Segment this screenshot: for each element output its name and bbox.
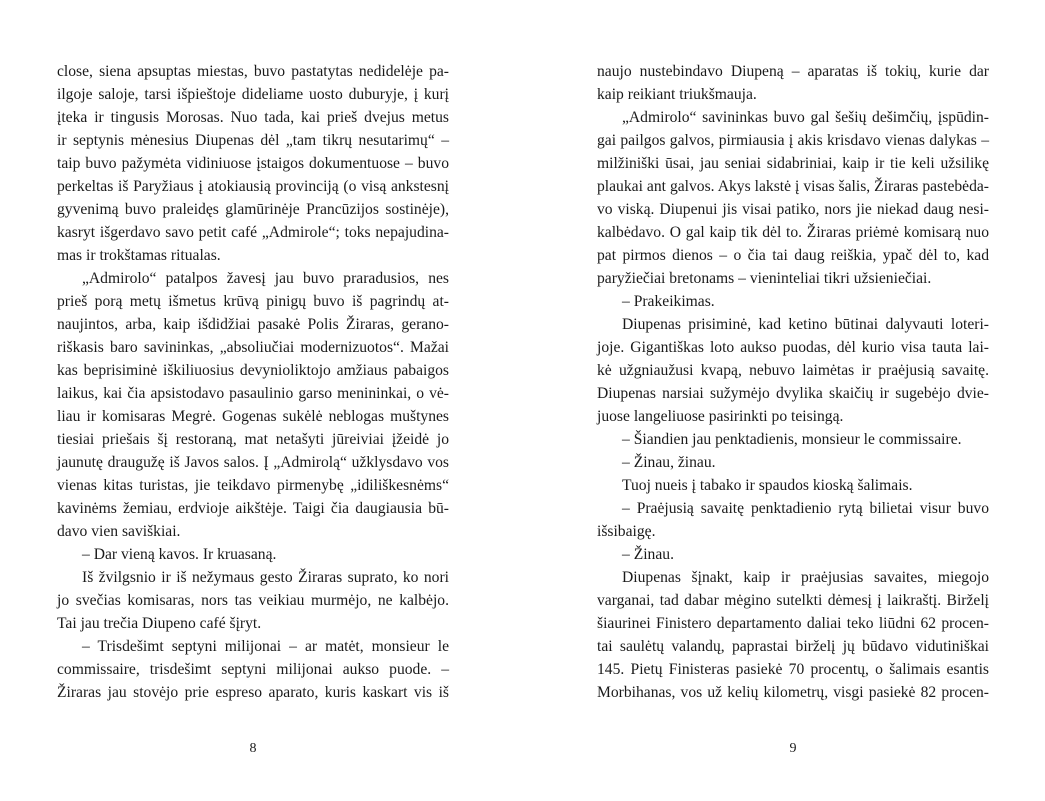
text-line: taip buvo pažymėta vidiniuose įstaigos dokumentuose – buvo (57, 155, 449, 172)
page-number: 9 (789, 741, 797, 756)
text-line: juose langeliuose pasirinkti po teisingą. (597, 408, 844, 425)
right-page-text (597, 60, 989, 704)
text-line: – Dar vieną kavos. Ir kruasaną. (82, 546, 277, 563)
text-line: close, siena apsuptas miestas, buvo pastatytas nedidelėje pa- (57, 63, 449, 80)
right-page (597, 0, 989, 801)
text-line: tai saulėtų valandų, paprastai birželį jų būdavo vidutiniškai (597, 638, 989, 655)
text-line: vienas kitas turistas, jie teikdavo pirmenybę „idiliškesnėms“ (57, 477, 449, 494)
text-line: išsibaigę. (597, 523, 656, 540)
text-line: – Trisdešimt septyni milijonai – ar matėt, monsieur le (82, 638, 449, 655)
text-line: kasryt išgerdavo savo petit café „Admirole“; toks nepajudina- (57, 224, 449, 241)
text-line: naujo nustebindavo Diupeną – aparatas iš tokių, kurie dar (597, 63, 989, 80)
text-line: Žiraras jau stovėjo prie espreso aparato, kuris kaskart vis iš (57, 684, 449, 701)
text-line: mas ir trokštamas ritualas. (57, 247, 221, 264)
text-line: milžiniški ūsai, jau seniai sidabriniai, kaip ir tie keli užsilikę (597, 155, 989, 172)
text-line: plaukai ant galvos. Akys lakstė į visas šalis, Žiraras pastebėda- (597, 178, 989, 195)
text-line: perkeltas iš Paryžiaus į atokiausią provinciją (o visą ankstesnį (57, 178, 449, 195)
text-line: kavinėms žemiau, erdvioje aikštėje. Taigi čia daugiausia bū- (57, 500, 449, 517)
text-line: – Prakeikimas. (622, 293, 715, 310)
text-line: naujintos, arba, kaip išdidžiai pasakė Polis Žiraras, gerano- (57, 316, 449, 333)
text-line: pat pirmos dienos – o čia tai daug reiškia, ypač dėl to, kad (597, 247, 989, 264)
text-line: gyvenimą buvo praleidęs glamūrinėje Prancūzijos sostinėje), (57, 201, 449, 218)
text-line: riškasis baro savininkas, „absoliučiai modernizuotos“. Mažai (57, 339, 449, 356)
text-line: vo viską. Diupenui jis visai patiko, nors jie niekad daug nesi- (597, 201, 989, 218)
text-line: ilgoje saloje, tarsi išpieštoje dideliame uosto duburyje, į kurį (57, 86, 449, 103)
page-number: 8 (249, 741, 257, 756)
text-line: – Šiandien jau penktadienis, monsieur le commissaire. (622, 431, 962, 448)
text-line: varganai, tad dabar mėgino sutelkti dėmesį į laikraštį. Birželį (597, 592, 989, 609)
left-page-text (57, 60, 449, 704)
text-line: 145. Pietų Finisteras pasiekė 70 procentų, o šalimais esantis (597, 661, 989, 678)
text-line: davo vien saviškiai. (57, 523, 181, 540)
text-line: gai pailgos galvos, pirmiausia į akis krisdavo vienas dalykas – (597, 132, 989, 149)
text-line: Iš žvilgsnio ir iš nežymaus gesto Žiraras suprato, ko nori (82, 569, 449, 586)
left-page (57, 0, 449, 801)
text-line: jo svečias komisaras, nors tas veikiau murmėjo, ne kalbėjo. (57, 592, 449, 609)
text-line: įteka ir tingusis Morosas. Nuo tada, kai prieš dvejus metus (57, 109, 449, 126)
text-line: commissaire, trisdešimt septyni milijonai aukso puode. – (57, 661, 449, 678)
text-line: kas beprisiminė iškiliuosius devynioliktojo amžiaus pabaigos (57, 362, 449, 379)
text-line: kalbėdavo. O gal kaip tik dėl to. Žiraras priėmė komisarą nuo (597, 224, 989, 241)
text-line: „Admirolo“ savininkas buvo gal šešių dešimčių, įspūdin- (622, 109, 989, 126)
text-line: ir septynis mėnesius Diupenas dėl „tam tikrų nesutarimų“ – (57, 132, 449, 149)
text-line: – Praėjusią savaitę penktadienio rytą bilietai visur buvo (622, 500, 989, 517)
text-line: Morbihanas, vos už kelių kilometrų, visgi pasiekė 82 procen- (597, 684, 989, 701)
text-line: „Admirolo“ patalpos žavesį jau buvo praradusios, nes (82, 270, 449, 287)
text-line: joje. Gigantiškas loto aukso puodas, dėl kurio visa tauta lai- (597, 339, 989, 356)
text-line: Diupenas šįnakt, kaip ir praėjusias savaites, miegojo (622, 569, 989, 586)
text-line: laikus, kai čia apsistodavo pasaulinio garso menininkai, o vė- (57, 385, 449, 402)
text-line: jaunutę draugužę iš Javos salos. Į „Admirolą“ užklysdavo vos (57, 454, 449, 471)
text-line: paryžiečiai bretonams – vieninteliai tikri užsieniečiai. (597, 270, 932, 287)
text-line: Diupenas narsiai sužymėjo dvylika skaičių ir sugebėjo dvie- (597, 385, 989, 402)
text-line: prieš porą metų išmetus krūvą pinigų buvo iš pagrindų at- (57, 293, 449, 310)
text-line: – Žinau, žinau. (622, 454, 716, 471)
text-line: kaip reikiant triukšmauja. (597, 86, 757, 103)
text-line: Tai jau trečia Diupeno café šįryt. (57, 615, 262, 632)
text-line: tiesiai priešais šį restoraną, mat netašyti jūreiviai įžeidė jo (57, 431, 449, 448)
text-line: Diupenas prisiminė, kad ketino būtinai dalyvauti loteri- (622, 316, 989, 333)
text-line: Tuoj nueis į tabako ir spaudos kioską šalimais. (622, 477, 913, 494)
text-line: – Žinau. (622, 546, 674, 563)
text-line: liau ir komisaras Megrė. Gogenas sukėlė neblogas muštynes (57, 408, 449, 425)
text-line: šiaurinei Finistero departamento daliai teko liūdni 62 procen- (597, 615, 989, 632)
text-line: kė užgniaužusi kvapą, nebuvo laimėtas ir praėjusią savaitę. (597, 362, 989, 379)
